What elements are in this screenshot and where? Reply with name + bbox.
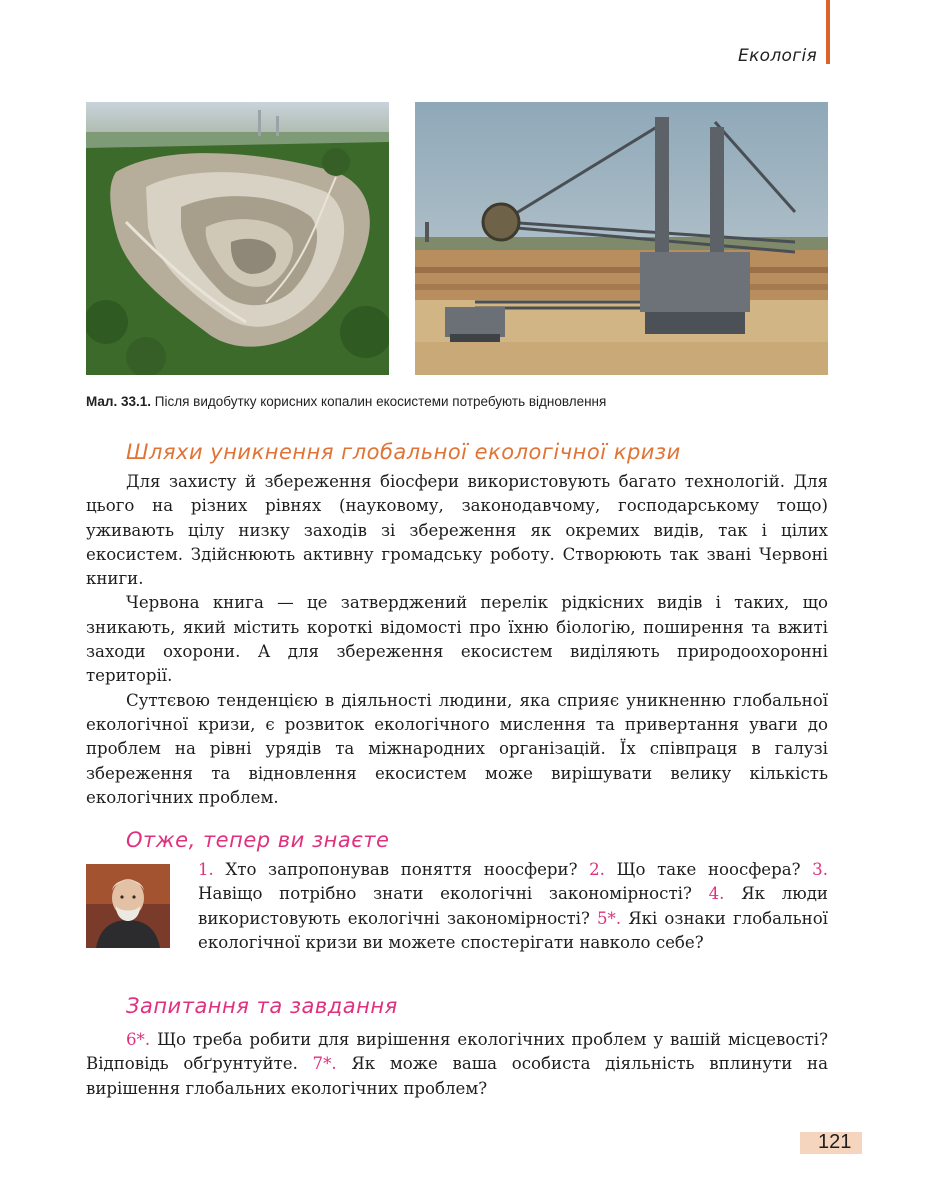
section-heading-tasks: Запитання та завдання — [126, 994, 398, 1018]
excavator-photo — [415, 102, 828, 375]
task-text: Як може ваша особиста діяльність вплинути на вирішення глобальних екологічних проблем? — [86, 1054, 829, 1098]
question-text: Що таке ноосфера? — [604, 860, 813, 879]
task-text: Що треба робити для вирішення екологічних проблем у вашій місцевості? Відповідь обґрунтуйте. — [86, 1030, 828, 1074]
tasks-body — [86, 1028, 828, 1101]
figure-caption-text: Після видобутку корисних копалин екосистеми потребують відновлення — [151, 394, 607, 409]
section-heading-avoidance: Шляхи уникнення глобальної екологічної кризи — [126, 440, 681, 464]
figure-label: Мал. 33.1. — [86, 394, 152, 409]
question-text: Які ознаки глобальної екологічної кризи ви можете спостерігати навколо себе? — [198, 908, 828, 952]
paragraph: Суттєвою тенденцією в діяльності людини, яка сприяє уникненню глобальної екологічної кризи, є розвиток екологічного мислення та привертання уваги до проблем на рівні урядів та міжнародних організацій. Їх співпраця в галузі збереження та відновлення екосистем може вирішувати велику кількість екологічних проблем. — [86, 690, 828, 807]
question-number: 1. — [198, 860, 214, 879]
portrait-spacer — [86, 858, 198, 954]
section-heading-summary: Отже, тепер ви знаєте — [126, 828, 390, 852]
summary-questions — [86, 858, 828, 955]
tasks-paragraph — [86, 1028, 828, 1101]
question-number: 5*. — [596, 908, 622, 928]
paragraph: Для захисту й збереження біосфери використовують багато технологій. Для цього на різних рівнях (науковому, законодавчому, господарському тощо) уживають цілу низку заходів зі збереження як окремих видів, так і цілих екосистем. Здійснюють активну громадську роботу. Створюють так звані Червоні книги. — [86, 472, 828, 589]
header-accent-bar — [826, 0, 830, 64]
question-text: Хто запропонував поняття ноосфери? — [213, 860, 590, 879]
question-text: Як люди використовують екологічні закономірності? — [198, 884, 828, 928]
question-text: Навіщо потрібно знати екологічні закономірності? — [198, 884, 709, 904]
page-number: 121 — [818, 1131, 852, 1153]
task-number: 7*. — [312, 1054, 337, 1074]
section-name: Екологія — [738, 46, 817, 66]
question-number: 3. — [812, 860, 829, 879]
section-body-avoidance — [86, 470, 828, 810]
quarry-photo — [86, 102, 389, 375]
paragraph: Червона книга — це затверджений перелік рідкісних видів і таких, що зникають, який містить короткі відомості про їхню біологію, поширення та вжиті заходи охорони. А для збереження екосистем виділяють природоохоронні території. — [86, 593, 828, 686]
figure-caption — [86, 394, 846, 409]
question-number: 4. — [708, 884, 725, 904]
task-number: 6*. — [126, 1030, 151, 1049]
question-number: 2. — [589, 860, 605, 879]
